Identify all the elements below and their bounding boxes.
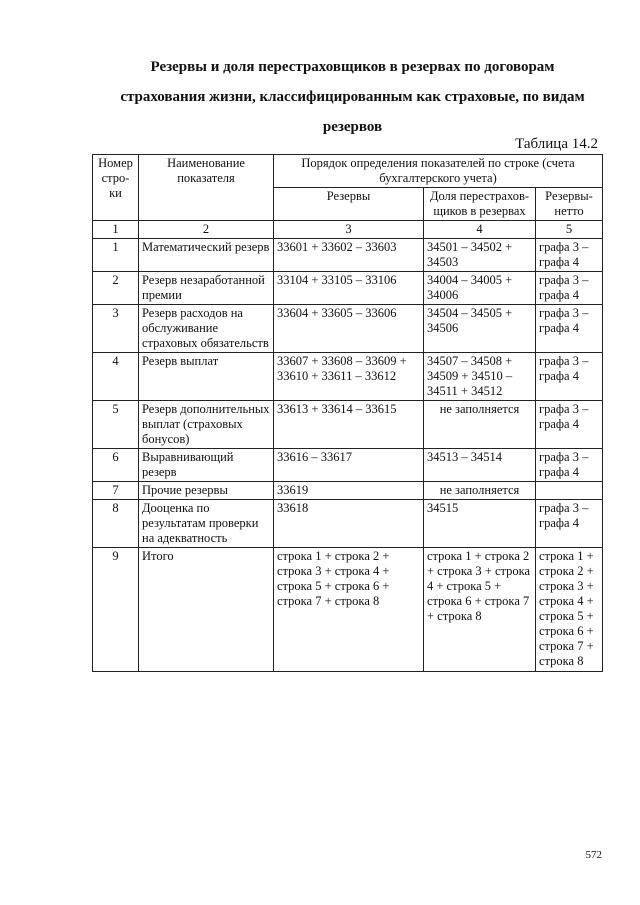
title-line-2: страхования жизни, классифицированным как страховые, по видам (120, 89, 585, 105)
column-index: 5 (536, 221, 603, 239)
reserves-formula-cell: 33601 + 33602 – 33603 (274, 239, 424, 272)
table-row (93, 305, 603, 353)
table-row (93, 239, 603, 272)
column-index-row (93, 221, 603, 239)
table-row (93, 401, 603, 449)
row-number-cell: 4 (93, 353, 139, 401)
indicator-name-cell: Математический резерв (139, 239, 274, 272)
indicator-name-cell: Резерв незаработанной премии (139, 272, 274, 305)
reserves-formula-cell: строка 1 + строка 2 + строка 3 + строка 4 + строка 5 + строка 6 + строка 7 + строка 8 (274, 548, 424, 672)
indicator-name-cell: Резерв выплат (139, 353, 274, 401)
indicator-name-cell: Прочие резервы (139, 482, 274, 500)
row-number-cell: 8 (93, 500, 139, 548)
title-line-3: резервов (322, 119, 383, 135)
reinsurer-share-cell: 34501 – 34502 + 34503 (424, 239, 536, 272)
net-reserves-cell: графа 3 – графа 4 (536, 353, 603, 401)
column-index: 1 (93, 221, 139, 239)
header-group: Порядок определения показателей по строке (счета бухгалтерского учета) (274, 155, 603, 188)
net-reserves-cell (536, 482, 603, 500)
header-indicator-name: Наименование показателя (139, 155, 274, 221)
reserves-formula-cell: 33616 – 33617 (274, 449, 424, 482)
reserves-formula-cell: 33619 (274, 482, 424, 500)
reserves-formula-cell: 33104 + 33105 – 33106 (274, 272, 424, 305)
table-row (93, 548, 603, 672)
table-caption: Таблица 14.2 (515, 136, 598, 152)
header-reinsurer-share: Доля перестрахов-щиков в резервах (424, 188, 536, 221)
reserves-formula-cell: 33607 + 33608 – 33609 + 33610 + 33611 – 33612 (274, 353, 424, 401)
indicator-name-cell: Дооценка по результатам проверки на адекватность (139, 500, 274, 548)
reserves-formula-cell: 33618 (274, 500, 424, 548)
reserves-formula-cell: 33604 + 33605 – 33606 (274, 305, 424, 353)
reinsurer-share-cell: 34504 – 34505 + 34506 (424, 305, 536, 353)
header-reserves: Резервы (274, 188, 424, 221)
indicator-name-cell: Резерв дополнительных выплат (страховых бонусов) (139, 401, 274, 449)
reserves-formula-cell: 33613 + 33614 – 33615 (274, 401, 424, 449)
document-title (100, 52, 605, 142)
net-reserves-cell: графа 3 – графа 4 (536, 272, 603, 305)
reinsurer-share-cell: 34515 (424, 500, 536, 548)
row-number-cell: 7 (93, 482, 139, 500)
reinsurer-share-cell: 34507 – 34508 + 34509 + 34510 – 34511 + 34512 (424, 353, 536, 401)
net-reserves-cell: графа 3 – графа 4 (536, 500, 603, 548)
net-reserves-cell: графа 3 – графа 4 (536, 239, 603, 272)
row-number-cell: 9 (93, 548, 139, 672)
row-number-cell: 3 (93, 305, 139, 353)
row-number-cell: 6 (93, 449, 139, 482)
row-number-cell: 2 (93, 272, 139, 305)
reinsurer-share-cell: 34513 – 34514 (424, 449, 536, 482)
table-row (93, 482, 603, 500)
column-index: 4 (424, 221, 536, 239)
reinsurer-share-cell: не заполняется (424, 482, 536, 500)
net-reserves-cell: строка 1 + строка 2 + строка 3 + строка 4 + строка 5 + строка 6 + строка 7 + строка 8 (536, 548, 603, 672)
page-number: 572 (585, 849, 602, 861)
net-reserves-cell: графа 3 – графа 4 (536, 449, 603, 482)
column-index: 3 (274, 221, 424, 239)
indicator-name-cell: Итого (139, 548, 274, 672)
table-row (93, 272, 603, 305)
header-row-number: Номер стро-ки (93, 155, 139, 221)
reinsurer-share-cell: не заполняется (424, 401, 536, 449)
net-reserves-cell: графа 3 – графа 4 (536, 305, 603, 353)
indicator-name-cell: Резерв расходов на обслуживание страховых обязательств (139, 305, 274, 353)
header-net-reserves: Резервы-нетто (536, 188, 603, 221)
reinsurer-share-cell: 34004 – 34005 + 34006 (424, 272, 536, 305)
column-index: 2 (139, 221, 274, 239)
reserves-table (92, 154, 603, 672)
net-reserves-cell: графа 3 – графа 4 (536, 401, 603, 449)
table-row (93, 500, 603, 548)
indicator-name-cell: Выравнивающий резерв (139, 449, 274, 482)
row-number-cell: 1 (93, 239, 139, 272)
table-row (93, 353, 603, 401)
title-line-1: Резервы и доля перестраховщиков в резервах по договорам (150, 59, 555, 75)
table-row (93, 449, 603, 482)
reinsurer-share-cell: строка 1 + строка 2 + строка 3 + строка 4 + строка 5 + строка 6 + строка 7 + строка 8 (424, 548, 536, 672)
row-number-cell: 5 (93, 401, 139, 449)
